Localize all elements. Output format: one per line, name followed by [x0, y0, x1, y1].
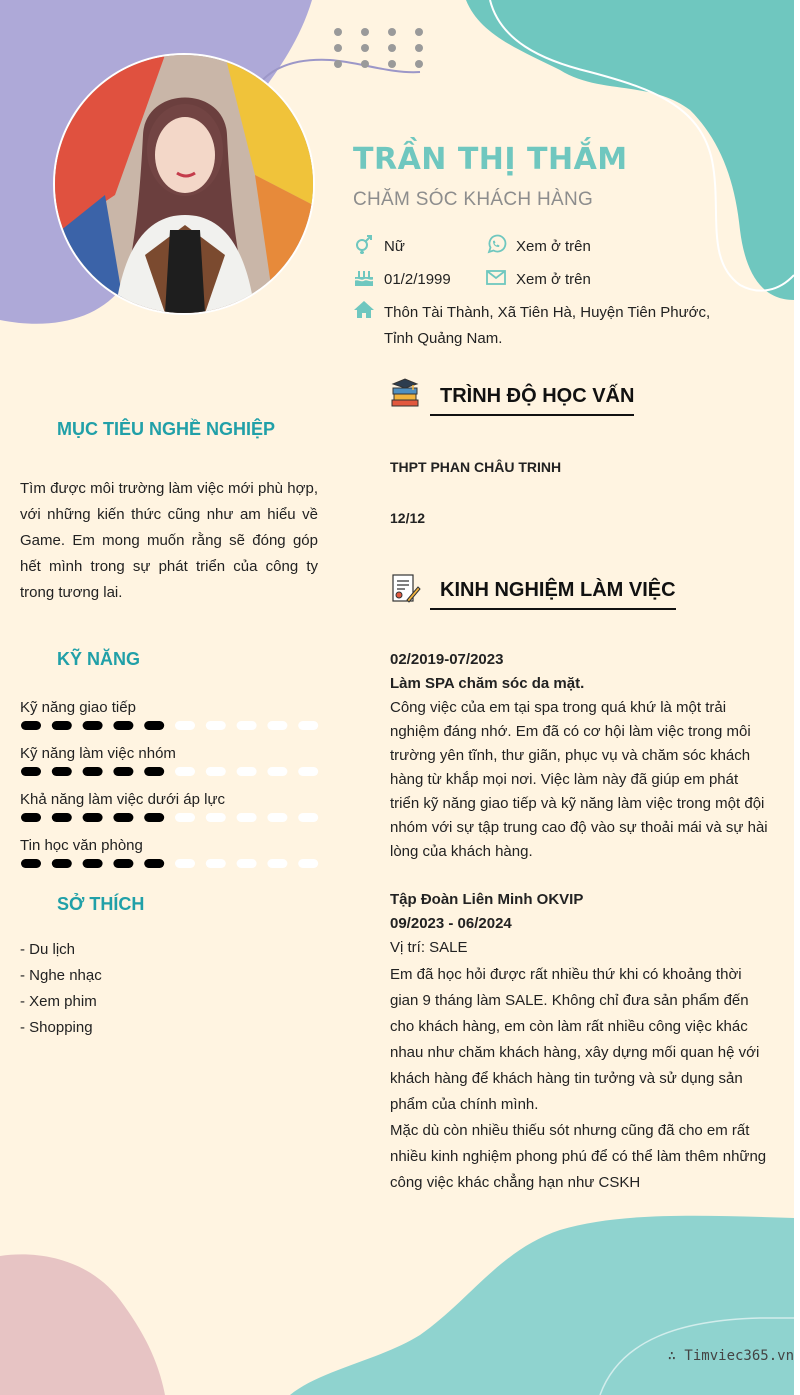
skill-dot-empty	[298, 859, 318, 868]
skill-dot-empty	[267, 767, 287, 776]
skill-level-bar	[20, 766, 320, 778]
address-line-1: Thôn Tài Thành, Xã Tiên Hà, Huyện Tiên Phước,	[384, 304, 711, 321]
skill-dot-empty	[175, 813, 195, 822]
job2-company: Tập Đoàn Liên Minh OKVIP	[390, 891, 584, 908]
skill-name: Kỹ năng giao tiếp	[20, 699, 136, 716]
hobbies-heading: SỞ THÍCH	[57, 894, 145, 914]
skill-dot-empty	[237, 859, 257, 868]
gender-icon	[353, 233, 375, 255]
skill-dot-filled	[52, 813, 72, 822]
skill-dot-filled	[52, 721, 72, 730]
skill-dot-filled	[21, 767, 41, 776]
email-icon	[485, 266, 507, 288]
job2-description-1: Em đã học hỏi được rất nhiều thứ khi có khoảng thời gian 9 tháng làm SALE. Không chỉ đưa sản phẩm đến cho khách hàng, em còn làm rất nhiều công việc khác nhau như chăm khách hàng, xây dựng mối quan hệ với khách hàng để khách hàng tin tưởng và sử dụng sản phẩm của chính mình.	[390, 966, 760, 1113]
skill-dot-empty	[206, 767, 226, 776]
school-grade: 12/12	[390, 510, 426, 526]
skill-dot-empty	[237, 767, 257, 776]
skill-dot-filled	[113, 813, 133, 822]
skill-dot-filled	[113, 859, 133, 868]
skill-dot-filled	[144, 721, 164, 730]
skill-dot-empty	[206, 859, 226, 868]
profile-photo	[53, 53, 315, 315]
whatsapp-icon	[485, 233, 507, 255]
skill-dot-empty	[267, 813, 287, 822]
skill-level-bar	[20, 858, 320, 870]
skill-dot-filled	[83, 813, 103, 822]
candidate-name: TRẦN THỊ THẮM	[353, 142, 628, 177]
job2-description-2: Mặc dù còn nhiều thiếu sót nhưng cũng đã cho em rất nhiều kinh nghiệm phong phú để có thể làm thêm những công việc khác chẳng hạn như CSKH	[390, 1122, 767, 1191]
hobby-item: - Nghe nhạc	[20, 967, 102, 984]
skill-dot-filled	[144, 813, 164, 822]
skill-dot-empty	[237, 813, 257, 822]
job1-period: 02/2019-07/2023	[390, 651, 504, 668]
job2-position: Vị trí: SALE	[390, 939, 468, 956]
skill-dot-filled	[83, 859, 103, 868]
experience-heading: KINH NGHIỆM LÀM VIỆC	[430, 579, 676, 610]
skill-dot-filled	[21, 721, 41, 730]
skill-level-bar	[20, 812, 320, 824]
skill-dot-empty	[267, 721, 287, 730]
objective-heading: MỤC TIÊU NGHỀ NGHIỆP	[57, 419, 276, 439]
hobby-item: - Du lịch	[20, 941, 76, 958]
skill-dot-filled	[83, 721, 103, 730]
skill-dot-empty	[175, 767, 195, 776]
skill-dot-empty	[206, 721, 226, 730]
hobby-item: - Shopping	[20, 1019, 93, 1036]
education-books-icon	[389, 378, 421, 410]
job1-description: Công việc của em tại spa trong quá khứ là một trải nghiệm đáng nhớ. Em đã có cơ hội làm việc trong môi trường yên tĩnh, thư giãn, phục vụ và chăm sóc khách hàng từ khắp mọi nơi. Việc làm này đã giúp em phát triển kỹ năng giao tiếp và kỹ năng làm việc trong một đội nhóm với sự tập trung cao độ vào sự thoải mái và sự hài lòng của khách hàng.	[390, 699, 768, 860]
home-icon	[353, 299, 375, 321]
skill-dot-filled	[21, 859, 41, 868]
education-heading: TRÌNH ĐỘ HỌC VẤN	[430, 385, 634, 416]
objective-text: Tìm được môi trường làm việc mới phù hợp, với những kiến thức cũng như am hiểu về Game. Em mong muốn rằng sẽ đóng góp hết mình trong sự phát triển của công ty trong tương lai.	[20, 480, 318, 601]
skill-dot-filled	[144, 767, 164, 776]
school-name: THPT PHAN CHÂU TRINH	[390, 459, 562, 475]
skill-name: Tin học văn phòng	[20, 837, 143, 854]
skill-dot-filled	[52, 859, 72, 868]
skill-dot-filled	[21, 813, 41, 822]
skill-dot-filled	[113, 767, 133, 776]
skills-heading: KỸ NĂNG	[57, 649, 141, 669]
skill-level-bar	[20, 720, 320, 732]
watermark: ∴ Timviec365.vn	[667, 1348, 794, 1364]
job1-role: Làm SPA chăm sóc da mặt.	[390, 675, 585, 692]
experience-document-icon	[389, 572, 421, 604]
skill-dot-filled	[83, 767, 103, 776]
birthday-value: 01/2/1999	[384, 271, 451, 288]
address-line-2: Tỉnh Quảng Nam.	[384, 330, 503, 347]
skill-name: Khả năng làm việc dưới áp lực	[20, 791, 226, 808]
skill-dot-empty	[298, 767, 318, 776]
phone-value: Xem ở trên	[516, 238, 591, 255]
skill-dot-empty	[237, 721, 257, 730]
hobby-item: - Xem phim	[20, 993, 97, 1010]
skill-dot-filled	[144, 859, 164, 868]
skill-name: Kỹ năng làm việc nhóm	[20, 745, 176, 762]
gender-value: Nữ	[384, 238, 405, 255]
birthday-cake-icon	[353, 266, 375, 288]
skill-dot-empty	[206, 813, 226, 822]
skill-dot-empty	[175, 859, 195, 868]
email-value: Xem ở trên	[516, 271, 591, 288]
job-title: CHĂM SÓC KHÁCH HÀNG	[353, 189, 594, 210]
skill-dot-empty	[175, 721, 195, 730]
job2-period: 09/2023 - 06/2024	[390, 915, 512, 932]
skill-dot-empty	[267, 859, 287, 868]
skill-dot-empty	[298, 721, 318, 730]
skill-dot-empty	[298, 813, 318, 822]
skill-dot-filled	[52, 767, 72, 776]
skill-dot-filled	[113, 721, 133, 730]
